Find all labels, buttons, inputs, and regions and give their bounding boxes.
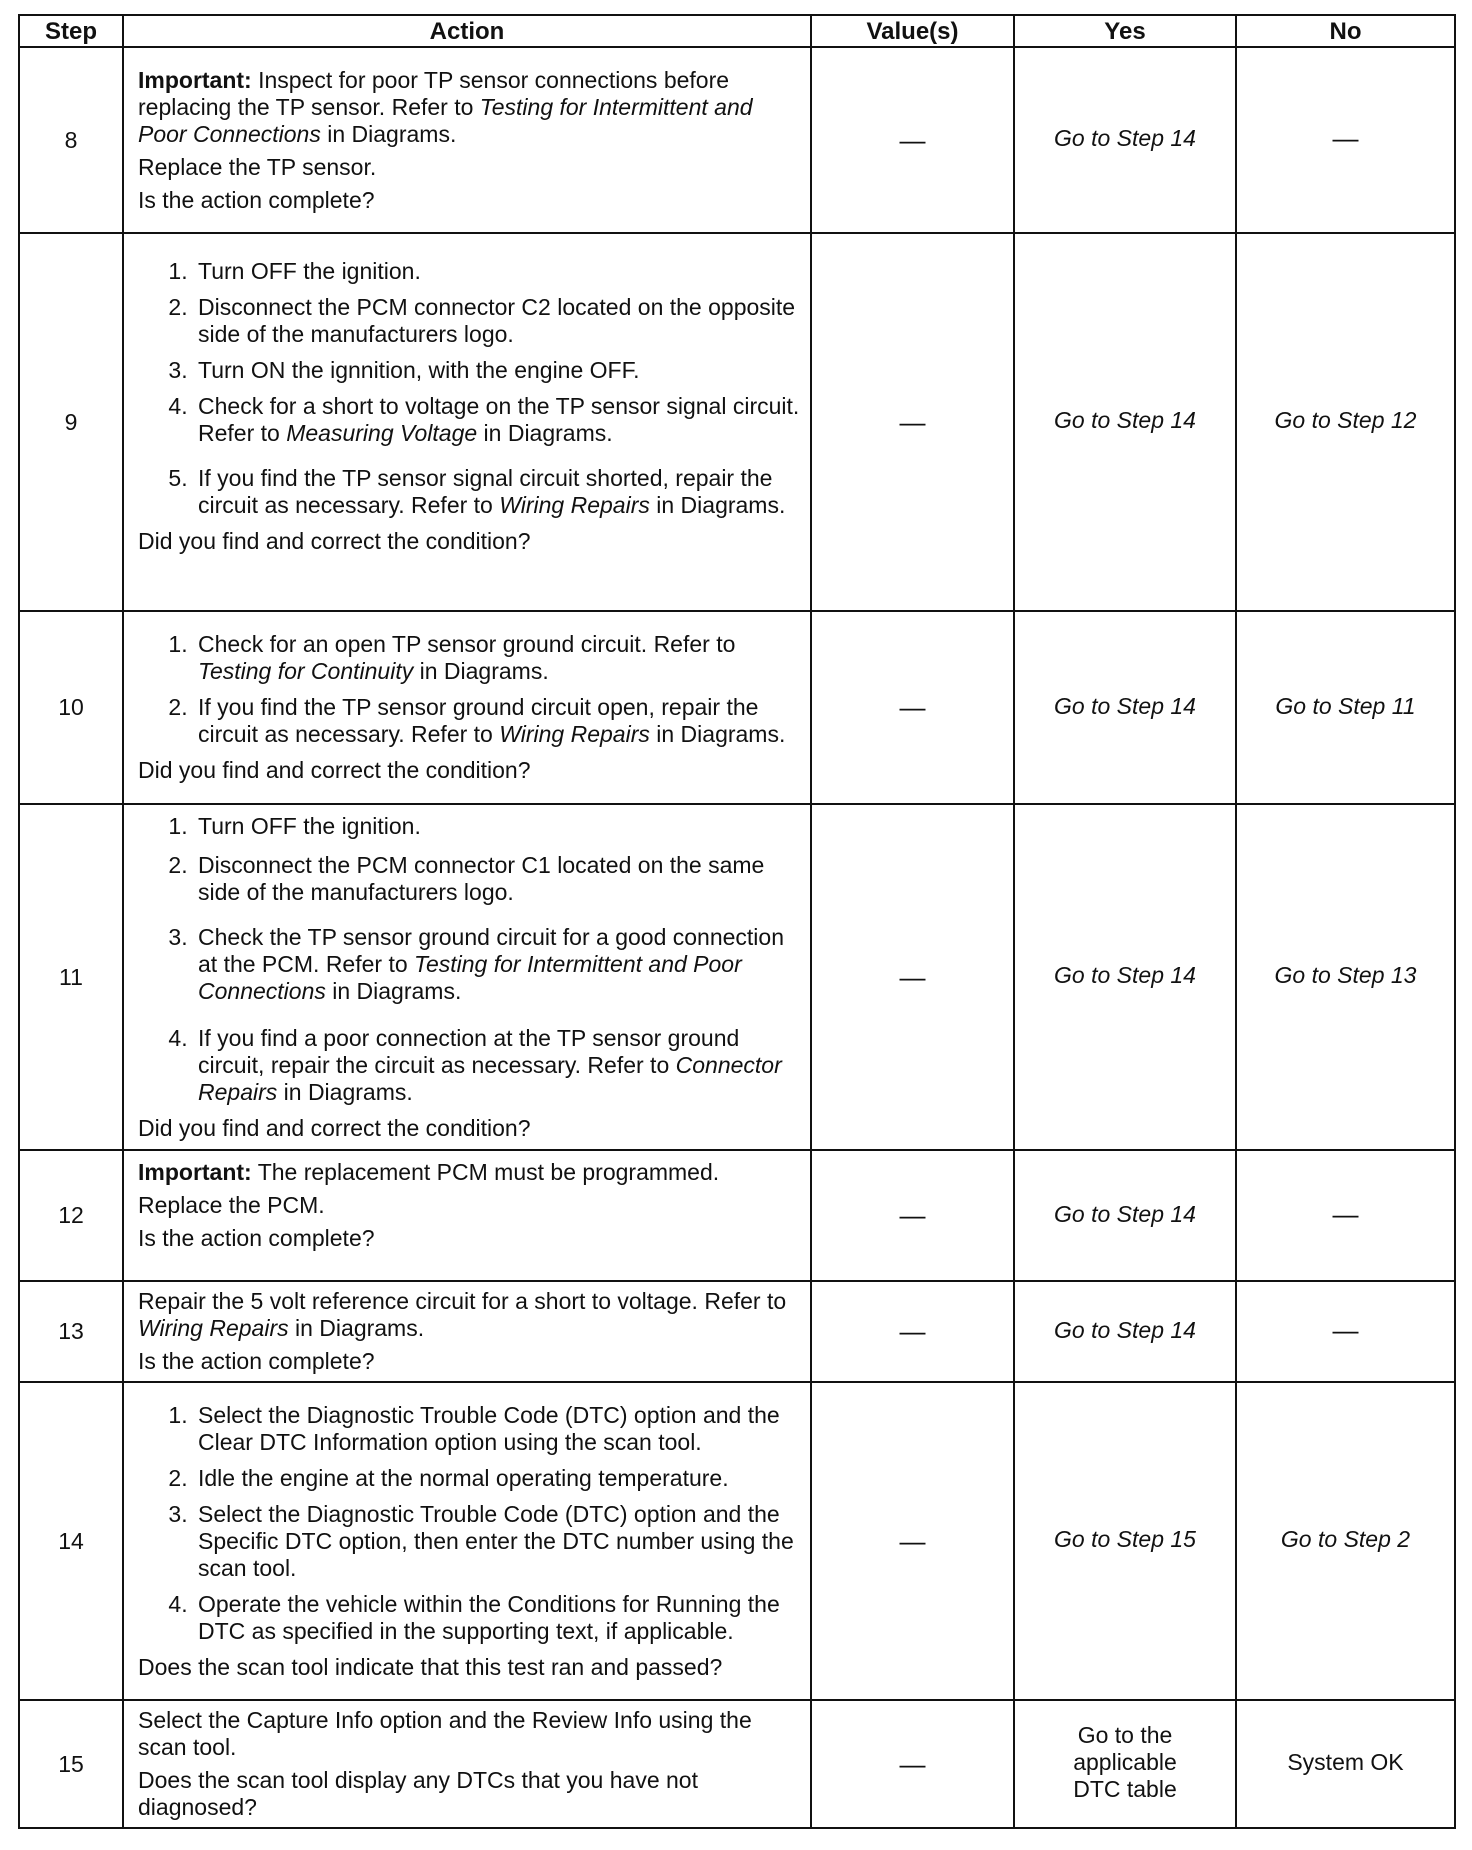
table-row	[19, 47, 1455, 233]
item-text: Check the TP sensor ground circuit for a good connection at the PCM. Refer to	[198, 923, 784, 977]
reference-link[interactable]: Wiring Repairs	[499, 491, 650, 518]
no-cell: —	[1236, 47, 1455, 233]
step-number: 12	[19, 1150, 123, 1281]
reference-link[interactable]: Connector Repairs	[198, 1051, 782, 1105]
list-item: 3. Select the Diagnostic Trouble Code (DTC) option and the Specific DTC option, then enter the DTC number using the scan tool.	[194, 1501, 800, 1582]
table-row	[19, 1700, 1455, 1828]
step-number: 8	[19, 47, 123, 233]
table-row	[19, 1281, 1455, 1382]
action-question: Is the action complete?	[138, 1225, 375, 1251]
value-cell: —	[811, 47, 1014, 233]
note-text: Inspect for poor TP sensor connections before replacing the TP sensor. Refer to	[138, 66, 730, 120]
no-cell: —	[1236, 1150, 1455, 1281]
goto-link[interactable]: Go to Step 14	[1054, 407, 1196, 433]
value-cell: —	[811, 611, 1014, 804]
item-text: If you find the TP sensor ground circuit open, repair the circuit as necessary. Refer to	[198, 694, 759, 747]
goto-link[interactable]: Go to Step 13	[1274, 962, 1417, 988]
action-question: Did you find and correct the condition?	[138, 1114, 531, 1141]
yes-cell	[1014, 804, 1236, 1150]
action-line: Replace the PCM.	[138, 1192, 325, 1218]
item-text: in Diagrams.	[477, 419, 613, 446]
list-item	[194, 631, 800, 685]
table-row	[19, 611, 1455, 804]
action-text: Repair the 5 volt reference circuit for a short to voltage. Refer to	[138, 1288, 787, 1314]
no-cell	[1236, 611, 1455, 804]
diagnostic-table	[18, 14, 1456, 1829]
action-question: Did you find and correct the condition?	[138, 527, 531, 554]
reference-link[interactable]: Wiring Repairs	[499, 721, 650, 747]
item-text: in Diagrams.	[413, 658, 549, 684]
action-question: Is the action complete?	[138, 1348, 375, 1374]
note-text: in Diagrams.	[320, 120, 457, 147]
yes-cell	[1014, 233, 1236, 611]
value-cell: —	[811, 1281, 1014, 1382]
action-cell	[123, 233, 811, 611]
value-cell: —	[811, 1150, 1014, 1281]
list-item: 2. Disconnect the PCM connector C2 located on the opposite side of the manufacturers logo.	[194, 294, 800, 348]
list-item	[194, 924, 800, 1005]
goto-link[interactable]: Go to Step 14	[1054, 125, 1196, 151]
action-cell	[123, 1700, 811, 1828]
value-cell: —	[811, 1382, 1014, 1700]
no-cell	[1236, 1700, 1455, 1828]
yes-cell	[1014, 1700, 1236, 1828]
list-item: 3. Turn ON the ignnition, with the engine OFF.	[194, 357, 800, 384]
goto-link[interactable]: Go to Step 14	[1054, 1316, 1196, 1343]
list-item: 1. Turn OFF the ignition.	[194, 258, 800, 285]
item-text: in Diagrams.	[649, 721, 786, 747]
no-cell	[1236, 233, 1455, 611]
action-cell	[123, 1382, 811, 1700]
action-list	[138, 258, 800, 519]
item-text: in Diagrams.	[325, 977, 462, 1004]
list-item: 2. Idle the engine at the normal operating temperature.	[194, 1465, 800, 1492]
item-text: If you find the TP sensor signal circuit shorted, repair the circuit as necessary. Refer to	[198, 464, 773, 518]
step-number: 9	[19, 233, 123, 611]
item-text: If you find a poor connection at the TP sensor ground circuit, repair the circuit as necessary. Refer to	[198, 1024, 740, 1078]
action-line	[138, 1288, 800, 1342]
yes-cell	[1014, 1281, 1236, 1382]
table-row	[19, 1382, 1455, 1700]
yes-cell	[1014, 611, 1236, 804]
item-text: Check for a short to voltage on the TP sensor signal circuit. Refer to	[198, 392, 800, 446]
note-text: The replacement PCM must be programmed.	[251, 1159, 720, 1185]
step-number: 11	[19, 804, 123, 1150]
goto-link[interactable]: Go to Step 2	[1280, 1526, 1411, 1552]
table-row	[19, 804, 1455, 1150]
action-line: Replace the TP sensor.	[138, 153, 377, 180]
list-item	[194, 465, 800, 519]
list-item: 1. Turn OFF the ignition.	[194, 813, 800, 840]
action-question: Is the action complete?	[138, 186, 375, 213]
important-label: Important:	[138, 1159, 252, 1185]
action-line: Select the Capture Info option and the Review Info using the scan tool.	[138, 1707, 752, 1760]
action-cell	[123, 1281, 811, 1382]
step-number: 13	[19, 1281, 123, 1382]
reference-link[interactable]: Testing for Continuity	[198, 658, 414, 684]
header-step: Step	[19, 15, 123, 47]
table-row	[19, 233, 1455, 611]
yes-cell	[1014, 1382, 1236, 1700]
action-cell	[123, 1150, 811, 1281]
action-cell	[123, 47, 811, 233]
list-item	[194, 694, 800, 748]
reference-link[interactable]: Wiring Repairs	[138, 1315, 289, 1341]
yes-line[interactable]: applicable	[1073, 1749, 1177, 1775]
action-question: Did you find and correct the condition?	[138, 757, 531, 783]
action-text: in Diagrams.	[288, 1315, 425, 1341]
no-cell: —	[1236, 1281, 1455, 1382]
important-note	[138, 1159, 800, 1186]
item-text: in Diagrams.	[277, 1078, 413, 1105]
goto-link[interactable]: Go to Step 14	[1054, 962, 1196, 988]
table-row	[19, 1150, 1455, 1281]
important-label: Important:	[138, 66, 252, 93]
header-row	[19, 15, 1455, 47]
no-cell	[1236, 1382, 1455, 1700]
yes-cell	[1014, 1150, 1236, 1281]
system-ok-text: System OK	[1287, 1749, 1404, 1775]
action-cell	[123, 611, 811, 804]
list-item: 1. Select the Diagnostic Trouble Code (DTC) option and the Clear DTC Information option using the scan tool.	[194, 1402, 800, 1456]
action-list	[138, 1402, 800, 1645]
goto-link[interactable]: Go to Step 14	[1054, 692, 1196, 719]
action-question: Does the scan tool indicate that this test ran and passed?	[138, 1653, 723, 1680]
action-question: Does the scan tool display any DTCs that you have not diagnosed?	[138, 1767, 698, 1820]
action-cell	[123, 804, 811, 1150]
goto-link[interactable]: Go to Step 12	[1274, 407, 1417, 433]
item-text: Check for an open TP sensor ground circuit. Refer to	[198, 631, 736, 657]
header-action: Action	[123, 15, 811, 47]
step-number: 15	[19, 1700, 123, 1828]
step-number: 10	[19, 611, 123, 804]
step-number: 14	[19, 1382, 123, 1700]
value-cell: —	[811, 1700, 1014, 1828]
reference-link[interactable]: Testing for Intermittent and Poor Connections	[138, 93, 753, 147]
list-item	[194, 1025, 800, 1106]
value-cell: —	[811, 804, 1014, 1150]
goto-link[interactable]: Go to Step 11	[1275, 692, 1416, 719]
list-item: 2. Disconnect the PCM connector C1 located on the same side of the manufacturers logo.	[194, 852, 800, 906]
header-values: Value(s)	[811, 15, 1014, 47]
item-text: in Diagrams.	[649, 491, 786, 518]
yes-line[interactable]: Go to the	[1077, 1722, 1173, 1748]
goto-link[interactable]: Go to Step 14	[1054, 1200, 1196, 1227]
action-list	[138, 813, 800, 1106]
reference-link[interactable]: Measuring Voltage	[286, 419, 478, 446]
list-item: 4. Operate the vehicle within the Conditions for Running the DTC as specified in the supporting text, if applicable.	[194, 1591, 800, 1645]
value-cell: —	[811, 233, 1014, 611]
important-note	[138, 67, 800, 148]
list-item	[194, 393, 800, 447]
header-yes: Yes	[1014, 15, 1236, 47]
goto-link[interactable]: Go to Step 15	[1054, 1526, 1196, 1552]
action-list	[138, 631, 800, 748]
no-cell	[1236, 804, 1455, 1150]
reference-link[interactable]: Testing for Intermittent and Poor Connections	[198, 950, 742, 1004]
yes-line[interactable]: DTC table	[1073, 1776, 1177, 1802]
yes-cell	[1014, 47, 1236, 233]
header-no: No	[1236, 15, 1455, 47]
